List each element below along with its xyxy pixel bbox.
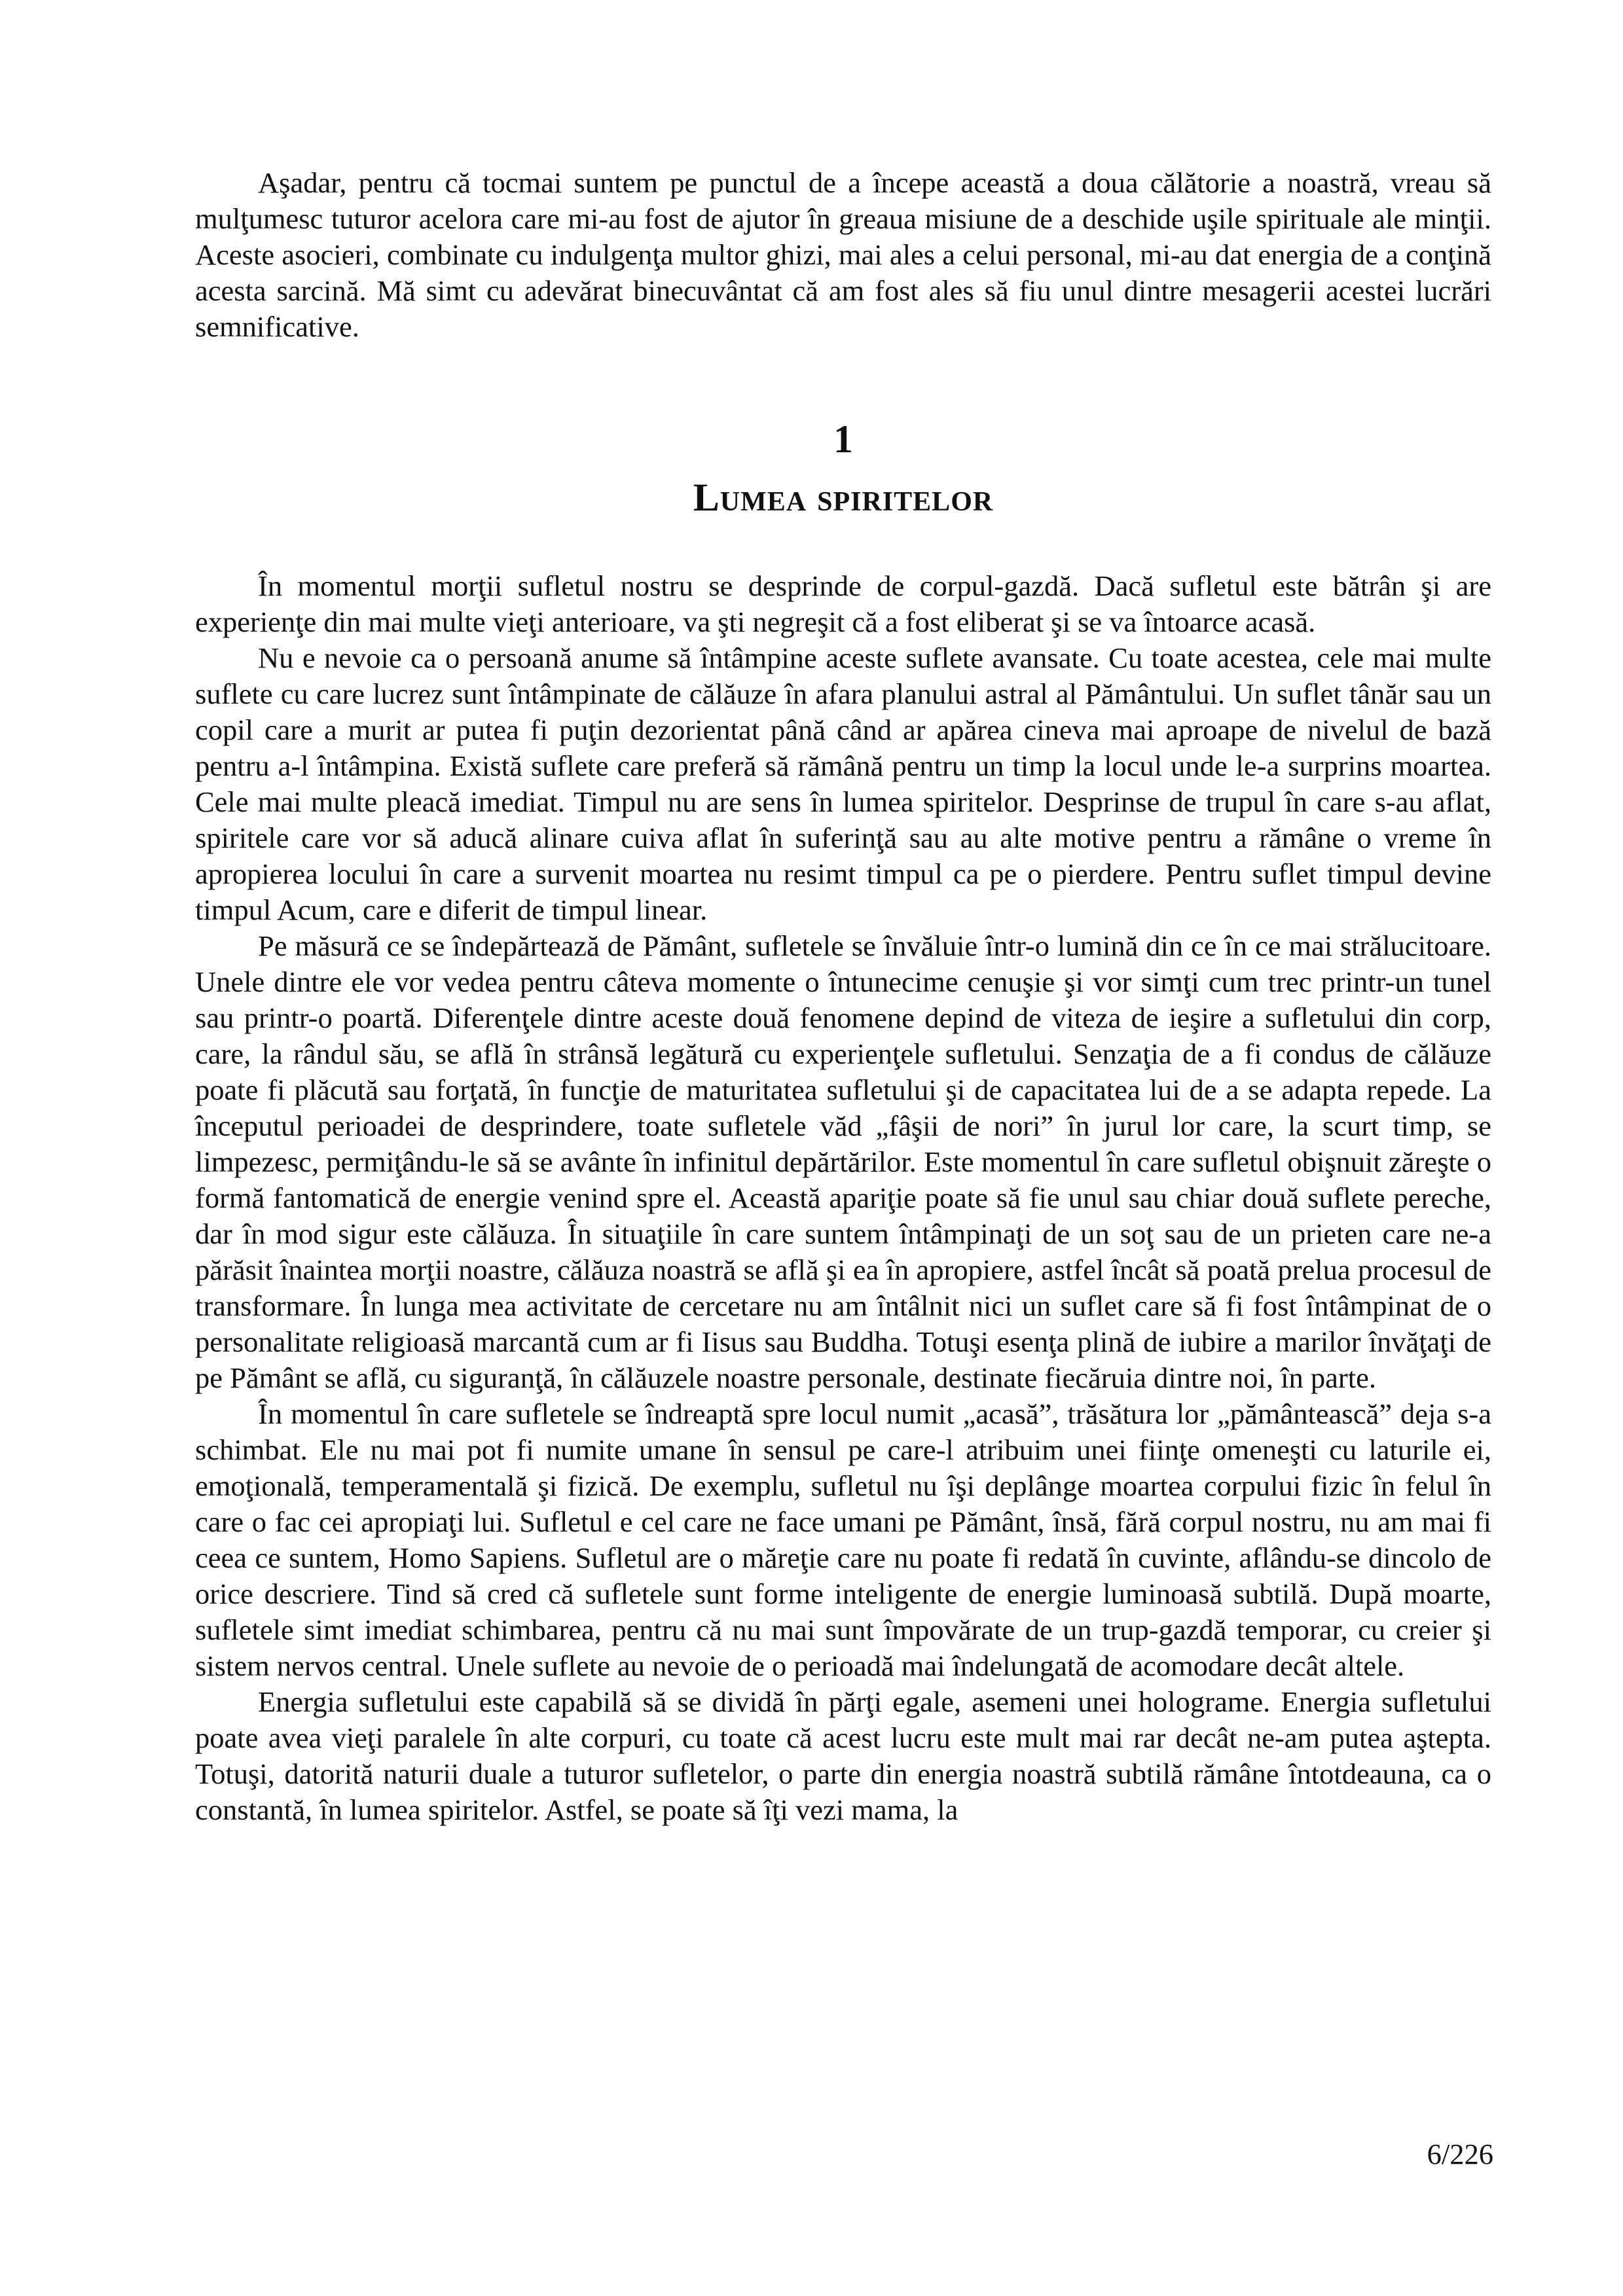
paragraph: În momentul morţii sufletul nostru se desprinde de corpul-gazdă. Dacă sufletul este bătrân şi are experienţe din mai multe vieţi anterioare, va şti negreşit că a fost eliberat şi se va întoarce acasă. (195, 569, 1491, 638)
paragraph: Nu e nevoie ca o persoană anume să întâmpine aceste suflete avansate. Cu toate acestea, cele mai multe suflete cu care lucrez sunt întâmpinate de călăuze în afara planului astral al Pământului. Un suflet tânăr sau un copil care a murit ar putea fi puţin dezorientat până când ar apărea cineva mai aproape de nivelul de bază pentru a-l întâmpina. Există suflete care preferă să rămână pentru un timp la locul unde le-a surprins moartea. Cele mai multe pleacă imediat. Timpul nu are sens în lumea spiritelor. Desprinse de trupul în care s-au aflat, spiritele care vor să aducă alinare cuiva aflat în suferinţă sau au alte motive pentru a rămâne o vreme în apropierea locului în care a survenit moartea nu resimt timpul ca pe o pierdere. Pentru suflet timpul devine timpul Acum, care e diferit de timpul linear. (195, 641, 1491, 926)
intro-text (195, 165, 1491, 345)
paragraph: Pe măsură ce se îndepărtează de Pământ, sufletele se învăluie într-o lumină din ce în ce mai strălucitoare. Unele dintre ele vor vedea pentru câteva momente o întunecime cenuşie şi vor simţi cum trec printr-un tunel sau printr-o poartă. Diferenţele dintre aceste două fenomene depind de viteza de ieşire a sufletului din corp, care, la rândul său, se află în strânsă legătură cu experienţele sufletului. Senzaţia de a fi condus de călăuze poate fi plăcută sau forţată, în funcţie de maturitatea sufletului şi de capacitatea lui de a se adapta repede. La începutul perioadei de desprindere, toate sufletele văd „fâşii de nori” în jurul lor care, la scurt timp, se limpezesc, permiţându-le să se avânte în infinitul depărtărilor. Este momentul în care sufletul obişnuit zăreşte o formă fantomatică de energie venind spre el. Această apariţie poate să fie unul sau chiar două suflete pereche, dar în mod sigur este călăuza. În situaţiile în care suntem întâmpinaţi de un soţ sau de un prieten care ne-a părăsit înaintea morţii noastre, călăuza noastră se află şi ea în apropiere, astfel încât să poată prelua procesul de transformare. În lunga mea activitate de cercetare nu am întâlnit nici un suflet care să fi fost întâmpinat de o personalitate religioasă marcantă cum ar fi Iisus sau Buddha. Totuşi esenţa plină de iubire a marilor învăţaţi de pe Pământ se află, cu siguranţă, în călăuzele noastre personale, destinate fiecăruia dintre noi, în parte. (195, 929, 1491, 1394)
chapter-number: 1 (833, 418, 853, 461)
paragraph: Energia sufletului este capabilă să se dividă în părţi egale, asemeni unei holograme. Energia sufletului poate avea vieţi paralele în alte corpuri, cu toate că acest lucru este mult mai rar decât ne-am putea aştepta. Totuşi, datorită naturii duale a tuturor sufletelor, o parte din energia noastră subtilă rămâne întotdeauna, ca o constantă, în lumea spiritelor. Astfel, se poate să îţi vezi mama, la (195, 1685, 1491, 1826)
page-number: 6/226 (1427, 2138, 1493, 2170)
chapter-body (195, 568, 1491, 1828)
chapter-title: Lumea spiritelor (693, 476, 994, 519)
paragraph: Aşadar, pentru că tocmai suntem pe punctul de a începe această a doua călătorie a noastră, vreau să mulţumesc tuturor acelora care mi-au fost de ajutor în greaua misiune de a deschide uşile spirituale ale minţii. Aceste asocieri, combinate cu indulgenţa multor ghizi, mai ales a celui personal, mi-au dat energia de a conţină acesta sarcină. Mă simt cu adevărat binecuvântat că am fost ales să fiu unul dintre mesagerii acestei lucrări semnificative. (195, 166, 1491, 343)
paragraph: În momentul în care sufletele se îndreaptă spre locul numit „acasă”, trăsătura lor „pământească” deja s-a schimbat. Ele nu mai pot fi numite umane în sensul pe care-l atribuim unei fiinţe omeneşti cu laturile ei, emoţională, temperamentală şi fizică. De exemplu, sufletul nu îşi deplânge moartea corpului fizic în felul în care o fac cei apropiaţi lui. Sufletul e cel care ne face umani pe Pământ, însă, fără corpul nostru, nu am mai fi ceea ce suntem, Homo Sapiens. Sufletul are o măreţie care nu poate fi redată în cuvinte, aflându-se dincolo de orice descriere. Tind să cred că sufletele sunt forme inteligente de energie luminoasă subtilă. După moarte, sufletele simt imediat schimbarea, pentru că nu mai sunt împovărate de un trup-gazdă temporar, cu creier şi sistem nervos central. Unele suflete au nevoie de o perioadă mai îndelungată de acomodare decât altele. (195, 1397, 1491, 1682)
